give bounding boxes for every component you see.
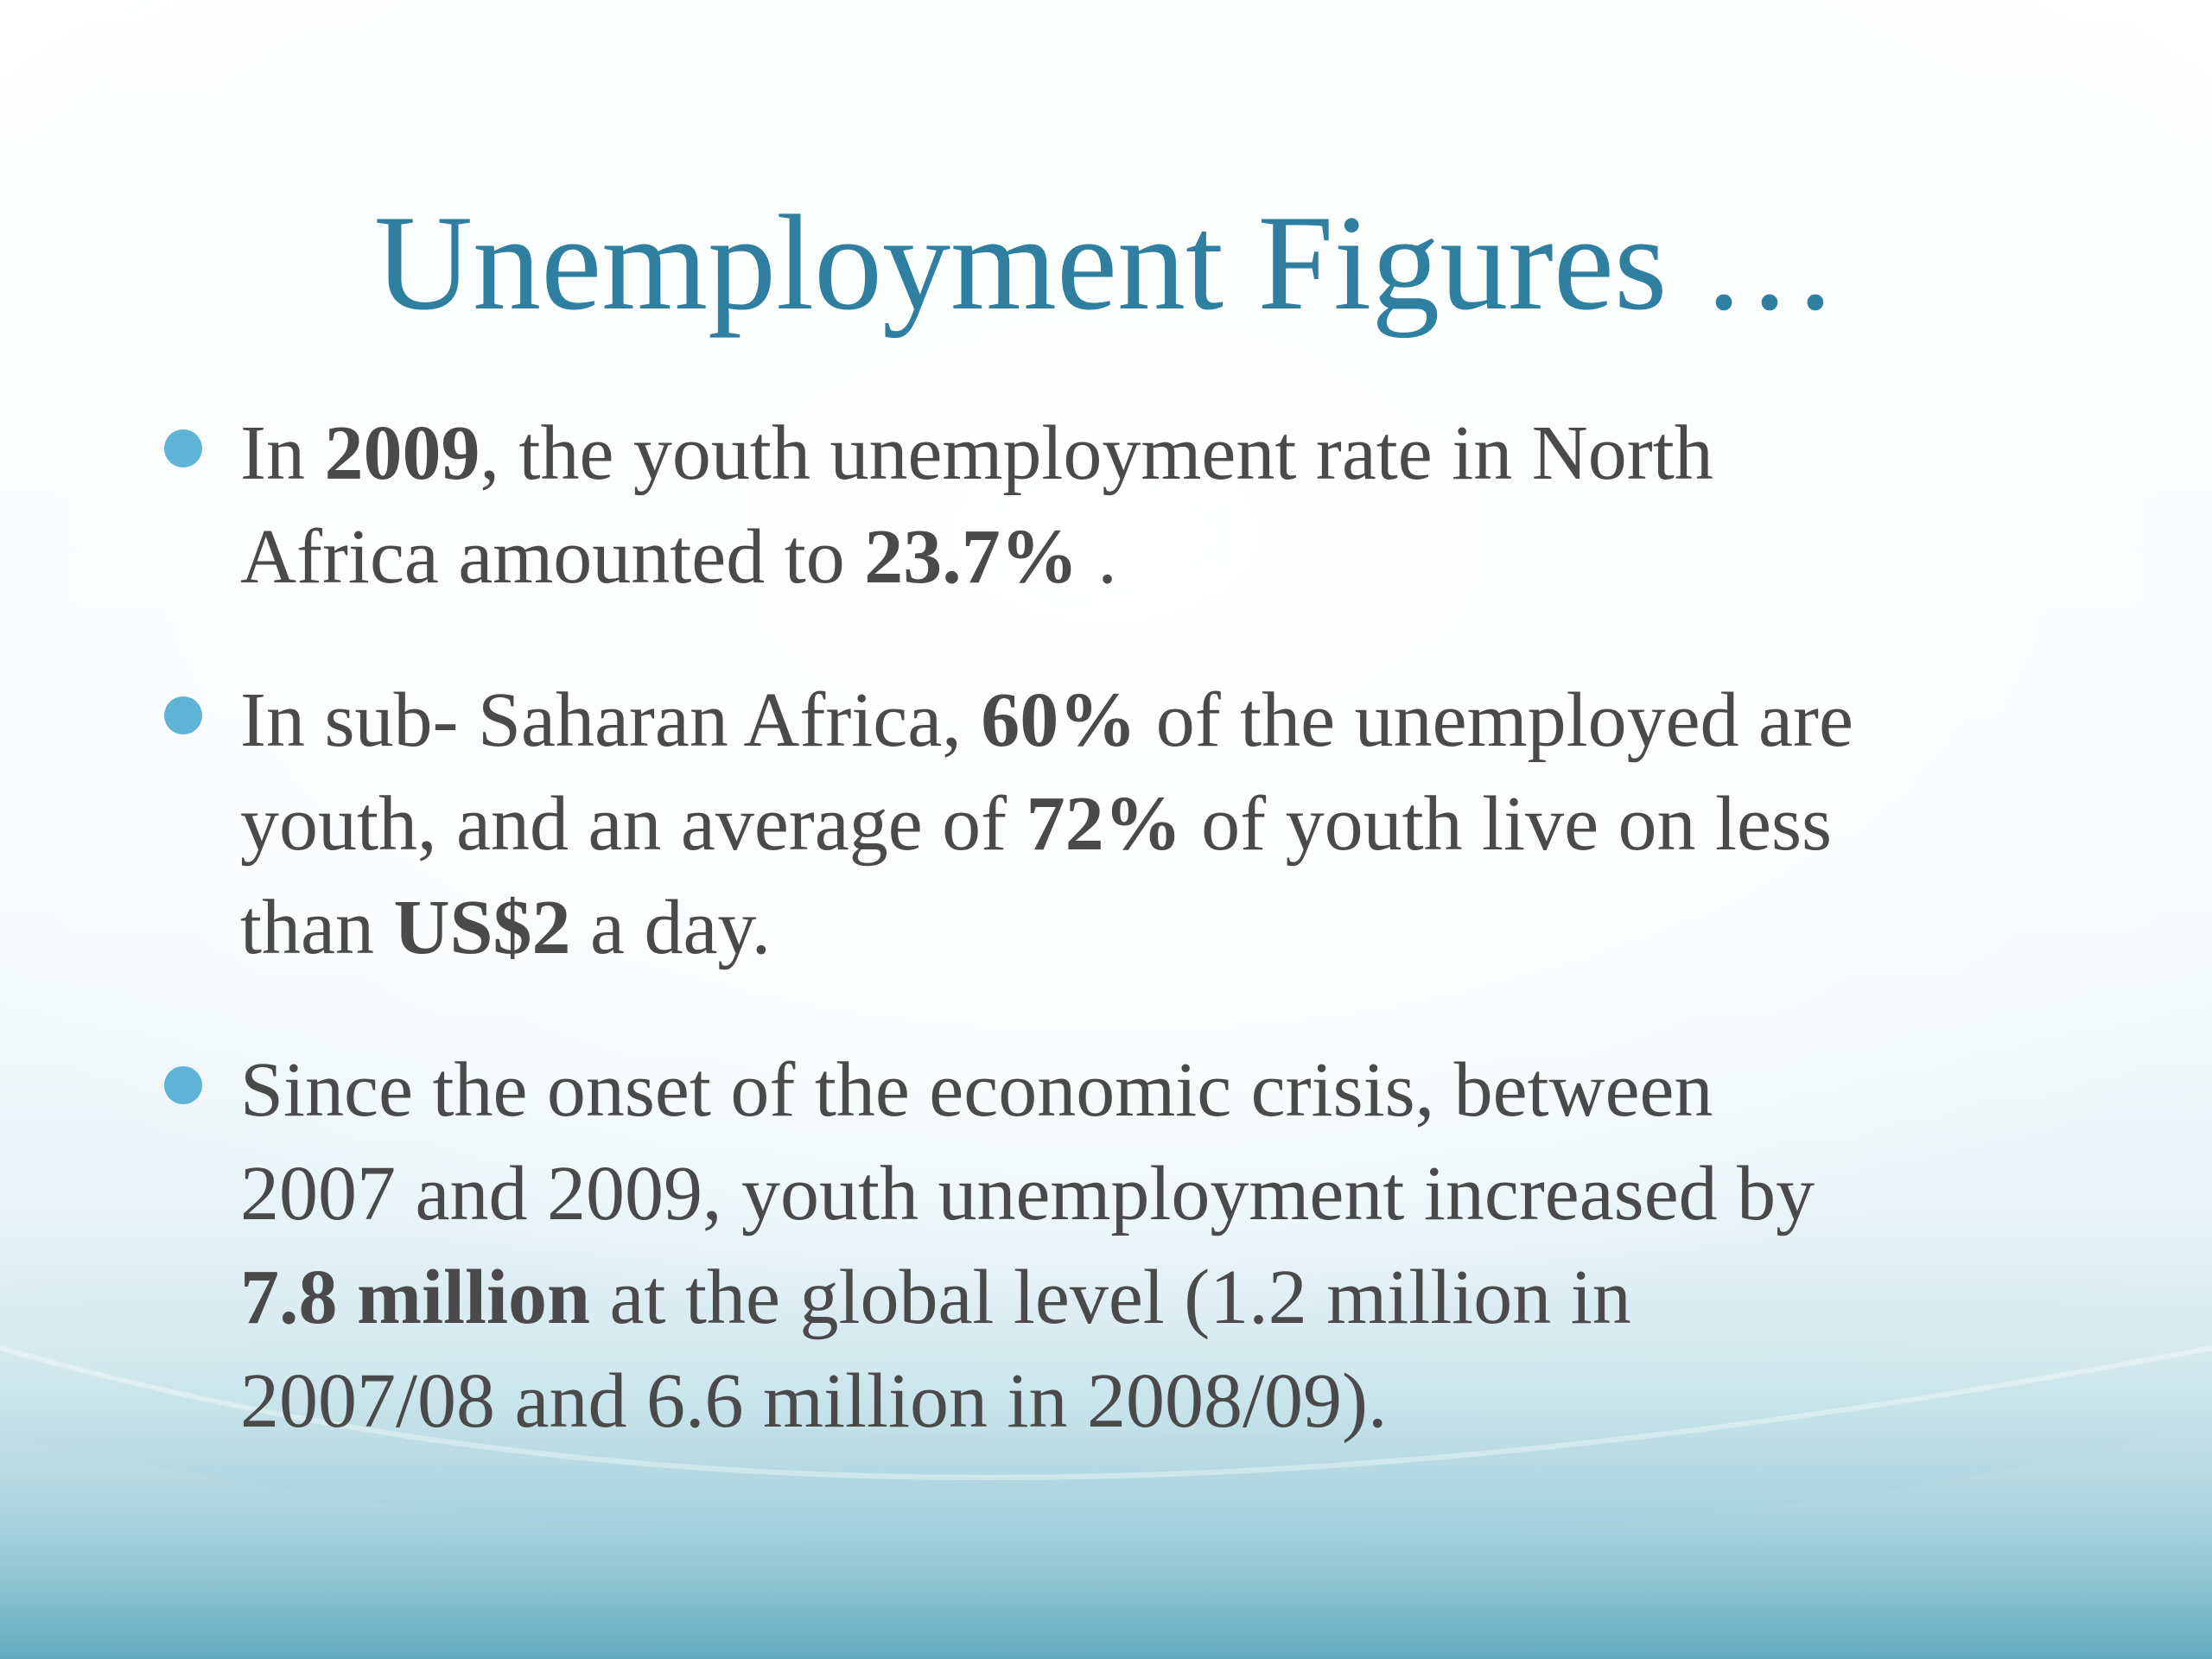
bullet-item-2 xyxy=(240,669,2081,980)
bullet-text: 2007 and 2009, youth unemployment increased by xyxy=(240,1151,1815,1236)
bullet-bold-text: 23.7% xyxy=(864,514,1078,600)
bullet-line xyxy=(240,402,2081,505)
bullet-text: youth, and an average of xyxy=(240,781,1027,867)
bullet-text: In xyxy=(240,410,325,496)
bullet-text: at the global level (1.2 million in xyxy=(590,1255,1631,1340)
bullet-line xyxy=(240,1142,2081,1246)
bullet-text: In sub- Saharan Africa, xyxy=(240,677,982,763)
bullet-item-1 xyxy=(240,402,2081,609)
slide-title: Unemployment Figures … xyxy=(374,188,1838,339)
bullet-text: a day. xyxy=(570,885,772,970)
bullet-text: than xyxy=(240,885,394,970)
bullet-line xyxy=(240,772,2081,876)
bullet-line xyxy=(240,1039,2081,1142)
bullet-dot-icon xyxy=(164,429,202,467)
bullet-line xyxy=(240,1246,2081,1350)
bullet-bold-text: 7.8 million xyxy=(240,1255,591,1340)
bullet-dot-icon xyxy=(164,1066,202,1104)
bullet-line xyxy=(240,1350,2081,1453)
bullet-text: , the youth unemployment rate in North xyxy=(480,410,1713,496)
bullet-item-3 xyxy=(240,1039,2081,1453)
bullet-text: of youth live on less xyxy=(1181,781,1833,867)
bullet-line xyxy=(240,669,2081,772)
bullet-bold-text: 72% xyxy=(1026,781,1182,867)
bullet-text: Since the onset of the economic crisis, between xyxy=(240,1047,1713,1133)
bullet-text: of the unemployed are xyxy=(1136,677,1853,763)
bullet-bold-text: 2009 xyxy=(324,410,480,496)
bullet-text: Africa amounted to xyxy=(240,514,865,600)
bullet-text: . xyxy=(1077,514,1117,600)
bullet-line xyxy=(240,876,2081,980)
bullet-text: 2007/08 and 6.6 million in 2008/09). xyxy=(240,1358,1388,1444)
bullet-bold-text: US$2 xyxy=(393,885,571,970)
bullet-bold-text: 60% xyxy=(981,677,1137,763)
bullet-dot-icon xyxy=(164,696,202,734)
bullet-line xyxy=(240,505,2081,609)
